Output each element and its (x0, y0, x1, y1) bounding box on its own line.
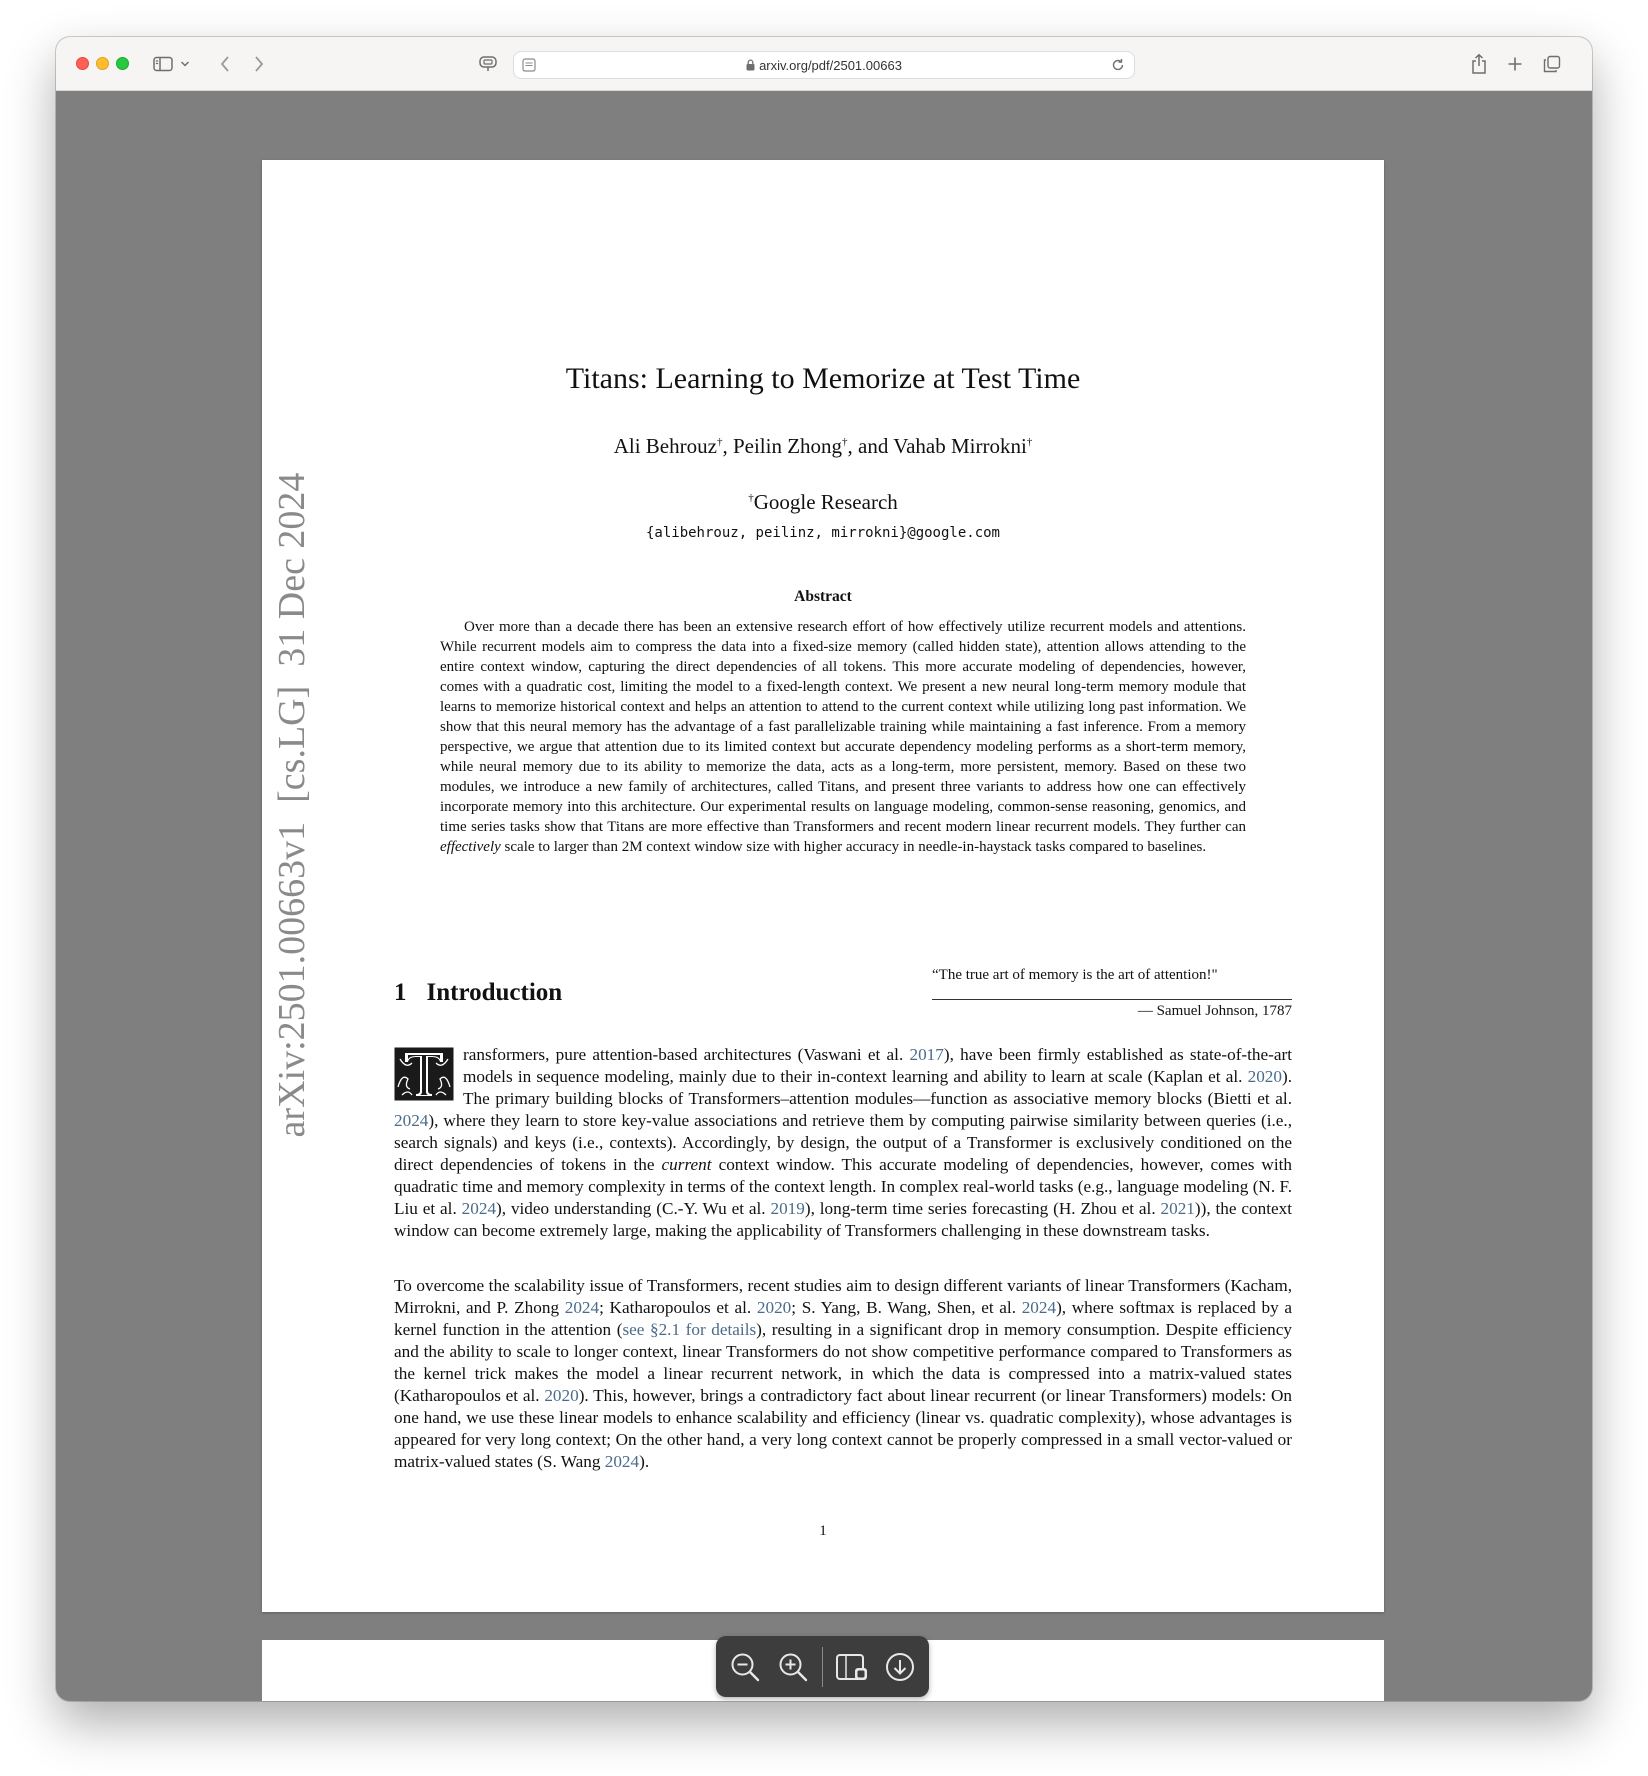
reload-icon (1110, 57, 1126, 73)
privacy-report-icon (478, 55, 498, 73)
paper-title: Titans: Learning to Memorize at Test Time (565, 362, 1081, 395)
share-button[interactable] (1467, 49, 1491, 79)
download-button[interactable] (881, 1648, 919, 1686)
pdf-floating-controls (716, 1636, 929, 1697)
paragraph-text: ), video understanding (C.-Y. Wu et al. (496, 1199, 771, 1218)
affiliation-mark: † (748, 492, 754, 504)
dropcap-t-ornament (394, 1047, 454, 1101)
citation-link[interactable]: 2019 (770, 1199, 805, 1218)
citation-link[interactable]: 2020 (1247, 1067, 1282, 1086)
open-in-preview-icon (835, 1651, 869, 1683)
back-button[interactable] (214, 49, 236, 79)
paragraph-text: ), where softmax is replaced by a kernel function in the attention ( (394, 1298, 1292, 1339)
paragraph-text: ). (639, 1452, 650, 1471)
zoom-out-button[interactable] (726, 1648, 764, 1686)
pdf-viewer[interactable] (56, 91, 1592, 1701)
section-heading (394, 979, 562, 1007)
citation-link[interactable]: 2020 (756, 1298, 792, 1317)
new-tab-icon (1507, 56, 1523, 72)
author-list (262, 434, 1384, 459)
citation-link[interactable]: 2024 (1021, 1298, 1057, 1317)
page-number: 1 (819, 1523, 827, 1539)
open-in-preview-button[interactable] (833, 1648, 871, 1686)
minimize-window-button[interactable] (96, 57, 109, 70)
chevron-down-icon (180, 60, 190, 68)
controls-divider (822, 1647, 823, 1687)
abstract-text-part: Over more than a decade there has been an extensive research effort of how effectively utilize recurrent models and attentions. While recurrent models aim to compress the data into a fixed-size memory (called hidden state), attention allows attending to the entire context window, capturing the direct dependencies of all tokens. This more accurate modeling of dependencies, however, comes with a quadratic cost, limiting the model to a fixed-length context. We present a new neural long-term memory module that learns to memorize historical context and helps an attention to attend to the current context while utilizing long past information. We show that this neural memory has the advantage of a fast parallelizable training while maintaining a fast inference. From a memory perspective, we argue that attention due to its limited context but accurate dependency modeling performs as a short-term memory, while neural memory due to its ability to memorize the data, acts as a long-term, more persistent, memory. Based on these two modules, we introduce a new family of architectures, called Titans, and present three variants to address how one can effectively incorporate memory into this architecture. Our experimental results on language modeling, common-sense reasoning, genomics, and time series tasks show that Titans are more effective than Transformers and recent modern linear recurrent models. They further can (440, 619, 1246, 835)
author-emails: {alibehrouz, peilinz, mirrokni}@google.com (645, 525, 1000, 541)
citation-link[interactable]: 2017 (909, 1045, 944, 1064)
abstract-text-part: scale to larger than 2M context window size with higher accuracy in needle-in-haystack tasks compared to baselines. (500, 839, 1207, 855)
citation-link[interactable]: 2020 (544, 1386, 579, 1405)
toolbar (56, 37, 1592, 91)
paragraph-text: To overcome the scalability issue of Transformers, recent studies aim to design different variants of linear Transformers (Kacham, Mirrokni, and P. Zhong (394, 1276, 1292, 1317)
citation-link[interactable]: 2024 (394, 1111, 429, 1130)
citation-link[interactable]: see §2.1 for details (622, 1320, 757, 1339)
arxiv-side-stamp: arXiv:2501.00663v1 [cs.LG] 31 Dec 2024 (271, 472, 313, 1138)
tab-overview-button[interactable] (1540, 49, 1564, 79)
abstract-emphasis: effectively (440, 839, 501, 855)
paragraph-text: ), long-term time series forecasting (H. Zhou et al. (804, 1199, 1161, 1218)
epigraph-rule (932, 999, 1292, 1000)
abstract-heading: Abstract (794, 588, 852, 605)
browser-window (56, 37, 1592, 1701)
tab-group-menu-button[interactable] (178, 49, 192, 79)
zoom-in-button[interactable] (774, 1648, 812, 1686)
tab-overview-icon (1543, 55, 1561, 73)
forward-button[interactable] (248, 49, 270, 79)
section-number: 1 (394, 979, 407, 1006)
author-name: Ali Behrouz (613, 434, 717, 458)
address-bar[interactable] (513, 51, 1135, 79)
new-tab-button[interactable] (1503, 49, 1527, 79)
paragraph-text: ransformers, pure attention-based architectures (Vaswani et al. (463, 1045, 910, 1064)
author-name: Vahab Mirrokni (893, 434, 1027, 458)
paragraph-text: ). The primary building blocks of Transformers–attention modules—function as associative memory blocks (Bietti et al. (463, 1067, 1292, 1108)
pdf-page (262, 160, 1384, 1612)
abstract-text (440, 617, 1246, 857)
sidebar-icon (153, 56, 173, 72)
reload-button[interactable] (1110, 57, 1126, 78)
zoom-window-button[interactable] (116, 57, 129, 70)
share-icon (1470, 53, 1488, 75)
paragraph-text: ; S. Yang, B. Wang, Shen, et al. (791, 1298, 1022, 1317)
url-text: arxiv.org/pdf/2501.00663 (759, 58, 902, 73)
zoom-out-icon (729, 1651, 761, 1683)
author-affiliation-mark: † (716, 436, 723, 448)
paragraph-runs (394, 1045, 1292, 1240)
author-separator: , and (847, 434, 894, 458)
epigraph-quote: “The true art of memory is the art of attention!" (932, 967, 1218, 983)
citation-link[interactable]: 2024 (564, 1298, 600, 1317)
privacy-report-button[interactable] (476, 49, 500, 79)
citation-link[interactable]: 2024 (461, 1199, 497, 1218)
paragraph-text: ), resulting in a significant drop in memory consumption. Despite efficiency and the ability to scale to longer context, linear Transformers do not show competitive performance compared to Transformers as the kernel trick makes the model a linear recurrent network, in which the data is compressed into a matrix-valued states (Katharopoulos et al. (394, 1320, 1293, 1405)
download-icon (884, 1651, 916, 1683)
paragraph-runs (394, 1276, 1292, 1471)
affiliation-name: Google Research (753, 490, 898, 514)
forward-icon (253, 55, 265, 73)
sidebar-toggle-button[interactable] (150, 49, 176, 79)
author-affiliation-mark: † (842, 436, 848, 448)
url-display[interactable] (514, 58, 1134, 73)
back-icon (219, 55, 231, 73)
affiliation (262, 490, 1384, 515)
zoom-in-icon (777, 1651, 809, 1683)
citation-link[interactable]: 2021 (1160, 1199, 1195, 1218)
paragraph-text: ). This, however, brings a contradictory fact about linear recurrent (or linear Transformers) models: On one hand, we use these linear models to enhance scalability and efficiency (linear vs. quadratic complexity), whose advantages is appeared for very long context; On the other hand, a very long context cannot be properly compressed in a small vector-valued or matrix-valued states (S. Wang (394, 1386, 1292, 1471)
intro-paragraph-2 (394, 1275, 1292, 1473)
epigraph-attribution: — Samuel Johnson, 1787 (1137, 1003, 1292, 1019)
paragraph-text: context window. This accurate modeling of dependencies, however, comes with quadratic time and memory complexity in terms of the context length. In complex real-world tasks (e.g., language modeling (N. F. Liu et al. (394, 1155, 1292, 1218)
lock-icon (746, 59, 755, 71)
author-name: Peilin Zhong (732, 434, 843, 458)
paragraph-text: ), have been firmly established as state-of-the-art models in sequence modeling, mainly due to their in-context learning and ability to learn at scale (Kaplan et al. (463, 1045, 1292, 1086)
emphasis-text: current (661, 1155, 712, 1174)
paragraph-text: ), where they learn to store key-value associations and retrieve them by computing pairwise similarity between queries (i.e., search signals) and keys (i.e., contexts). Accordingly, by design, the output of a Transformer is exclusively conditioned on the direct dependencies of tokens in the (394, 1111, 1292, 1174)
paragraph-text: ; Katharopoulos et al. (599, 1298, 757, 1317)
paragraph-text: )), the context window can become extremely large, making the applicability of Transformers challenging in these downstream tasks. (394, 1199, 1293, 1240)
intro-paragraph-1 (394, 1044, 1292, 1242)
citation-link[interactable]: 2024 (604, 1452, 640, 1471)
author-separator: , (722, 434, 733, 458)
section-title: Introduction (426, 979, 563, 1006)
author-affiliation-mark: † (1026, 436, 1033, 448)
close-window-button[interactable] (76, 57, 89, 70)
